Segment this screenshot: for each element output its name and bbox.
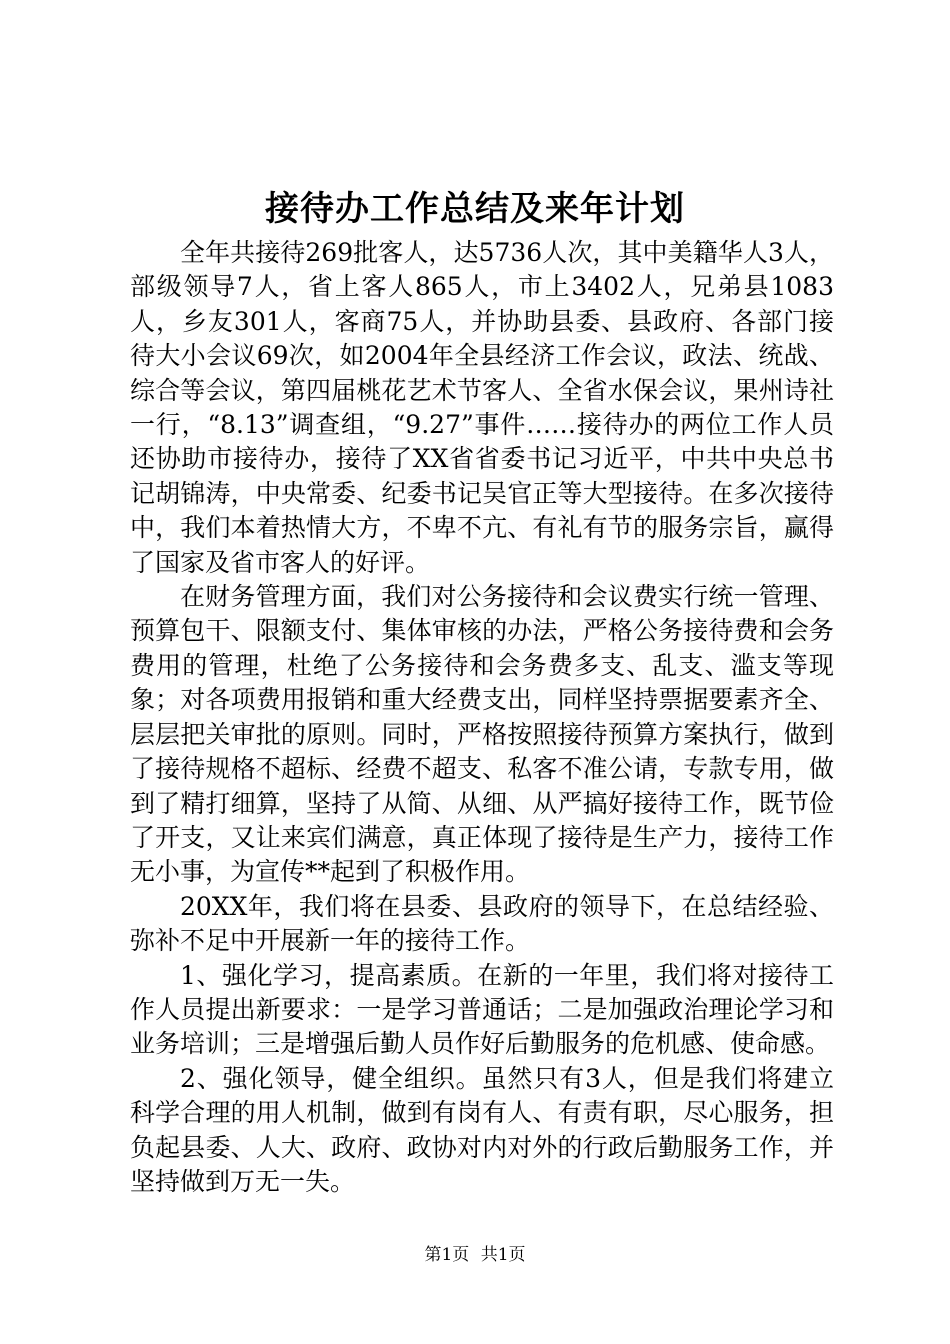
- paragraph-reception-summary: 全年共接待269批客人，达5736人次，其中美籍华人3人，部级领导7人，省上客人865人，市上3402人，兄弟县1083人，乡友301人，客商75人，并协助县委、县政府、各部门接待大小会议69次，如2004年全县经济工作会议，政法、统战、综合等会议，第四届桃花艺术节客人、全省水保会议，果州诗社一行，“8.13”调查组，“9.27”事件……接待办的两位工作人员还协助市接待办，接待了XX省省委书记习近平，中共中央总书记胡锦涛，中央常委、纪委书记吴官正等大型接待。在多次接待中，我们本着热情大方，不卑不亢、有礼有节的服务宗旨，赢得了国家及省市客人的好评。: [130, 238, 834, 577]
- document-title: 接待办工作总结及来年计划: [265, 189, 685, 229]
- document-body: [130, 236, 834, 1199]
- paragraph-financial-management: 在财务管理方面，我们对公务接待和会议费实行统一管理、预算包干、限额支付、集体审核的办法，严格公务接待费和会务费用的管理，杜绝了公务接待和会务费多支、乱支、滥支等现象；对各项费用报销和重大经费支出，同样坚持票据要素齐全、层层把关审批的原则。同时，严格按照接待预算方案执行，做到了接待规格不超标、经费不超支、私客不准公请，专款专用，做到了精打细算，坚持了从简、从细、从严搞好接待工作，既节俭了开支，又让来宾们满意，真正体现了接待是生产力，接待工作无小事，为宣传**起到了积极作用。: [130, 582, 834, 887]
- page-total: 共1页: [480, 1245, 526, 1265]
- page-number: 第1页: [424, 1245, 470, 1265]
- paragraph-plan-item-1: 1、强化学习，提高素质。在新的一年里，我们将对接待工作人员提出新要求：一是学习普通话；二是加强政治理论学习和业务培训；三是增强后勤人员作好后勤服务的危机感、使命感。: [130, 960, 834, 1059]
- paragraph-plan-item-2: 2、强化领导，健全组织。虽然只有3人，但是我们将建立科学合理的用人机制，做到有岗有人、有责有职，尽心服务，担负起县委、人大、政府、政协对内对外的行政后勤服务工作，并坚持做到万无一失。: [130, 1063, 834, 1196]
- page-footer: [0, 1243, 950, 1267]
- paragraph-next-year-intro: 20XX年，我们将在县委、县政府的领导下，在总结经验、弥补不足中开展新一年的接待工作。: [130, 891, 834, 956]
